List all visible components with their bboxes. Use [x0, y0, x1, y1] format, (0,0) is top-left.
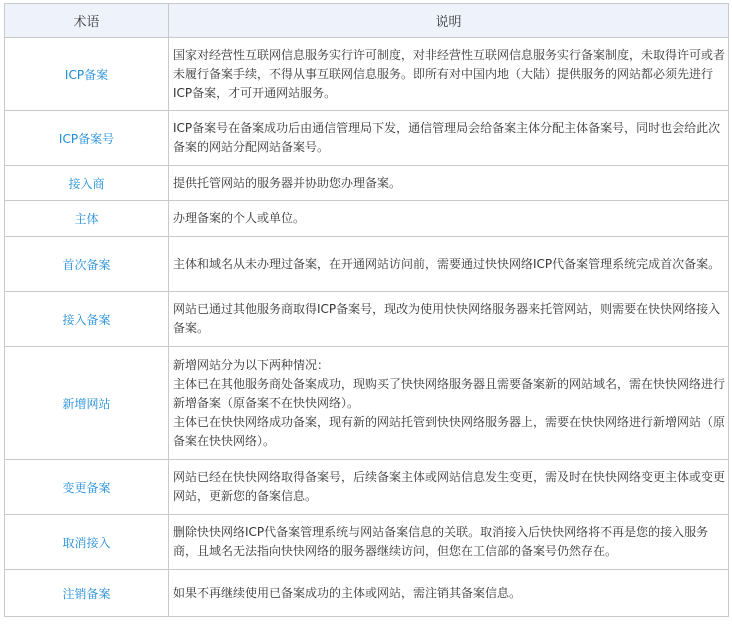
- description-line: 主体已在其他服务商处备案成功，现购买了快快网络服务器且需要备案新的网站域名，需在快快网络进行新增备案（原备案不在快快网络）。: [173, 376, 726, 410]
- term-cell: 注销备案: [5, 570, 169, 617]
- table-row: [5, 347, 729, 460]
- description-cell: [169, 347, 729, 460]
- header-desc: 说明: [169, 4, 729, 38]
- table-row: [5, 166, 729, 201]
- description-cell: [169, 111, 729, 166]
- table-header-row: [5, 4, 729, 38]
- table-row: [5, 201, 729, 237]
- description-cell: [169, 38, 729, 111]
- description-cell: [169, 201, 729, 237]
- description-line: 网站已通过其他服务商取得ICP备案号，现改为使用快快网络服务器来托管网站，则需要在快快网络接入备案。: [173, 302, 721, 335]
- description-line: 如果不再继续使用已备案成功的主体或网站，需注销其备案信息。: [173, 585, 522, 600]
- description-line: 网站已经在快快网络取得备案号，后续备案主体或网站信息发生变更，需及时在快快网络变更主体或变更网站，更新您的备案信息。: [173, 470, 726, 503]
- description-line: 提供托管网站的服务器并协助您办理备案。: [173, 175, 402, 190]
- table-row: [5, 515, 729, 570]
- description-line: 办理备案的个人或单位。: [173, 211, 306, 225]
- term-cell: 首次备案: [5, 237, 169, 292]
- term-cell: ICP备案: [5, 38, 169, 111]
- description-line: 主体已在快快网络成功备案，现有新的网站托管到快快网络服务器上，需要在快快网络进行新增网站（原备案在快快网络）。: [173, 414, 726, 448]
- term-cell: ICP备案号: [5, 111, 169, 166]
- header-term: 术语: [5, 4, 169, 38]
- description-cell: [169, 292, 729, 347]
- table-row: [5, 570, 729, 617]
- description-line: 新增网站分为以下两种情况：: [173, 357, 330, 372]
- term-cell: 接入备案: [5, 292, 169, 347]
- term-cell: 变更备案: [5, 460, 169, 515]
- table-row: [5, 38, 729, 111]
- table-row: [5, 237, 729, 292]
- term-cell: 主体: [5, 201, 169, 237]
- term-cell: 新增网站: [5, 347, 169, 460]
- term-cell: 接入商: [5, 166, 169, 201]
- description-line: 国家对经营性互联网信息服务实行许可制度，对非经营性互联网信息服务实行备案制度，未取得许可或者未履行备案手续，不得从事互联网信息服务。即所有对中国内地（大陆）提供服务的网站都必须先进行ICP备案，才可开通网站服务。: [173, 47, 726, 100]
- table-row: [5, 460, 729, 515]
- description-cell: [169, 515, 729, 570]
- term-cell: 取消接入: [5, 515, 169, 570]
- glossary-table: [4, 3, 729, 617]
- description-cell: [169, 460, 729, 515]
- description-cell: [169, 166, 729, 201]
- description-line: 删除快快网络ICP代备案管理系统与网站备案信息的关联。取消接入后快快网络将不再是您的接入服务商，且域名无法指向快快网络的服务器继续访问，但您在工信部的备案号仍然存在。: [173, 525, 709, 558]
- description-cell: [169, 237, 729, 292]
- table-row: [5, 292, 729, 347]
- description-cell: [169, 570, 729, 617]
- description-line: 主体和域名从未办理过备案，在开通网站访问前，需要通过快快网络ICP代备案管理系统完成首次备案。: [173, 256, 721, 271]
- table-row: [5, 111, 729, 166]
- description-line: ICP备案号在备案成功后由通信管理局下发，通信管理局会给备案主体分配主体备案号，同时也会给此次备案的网站分配网站备案号。: [173, 121, 721, 154]
